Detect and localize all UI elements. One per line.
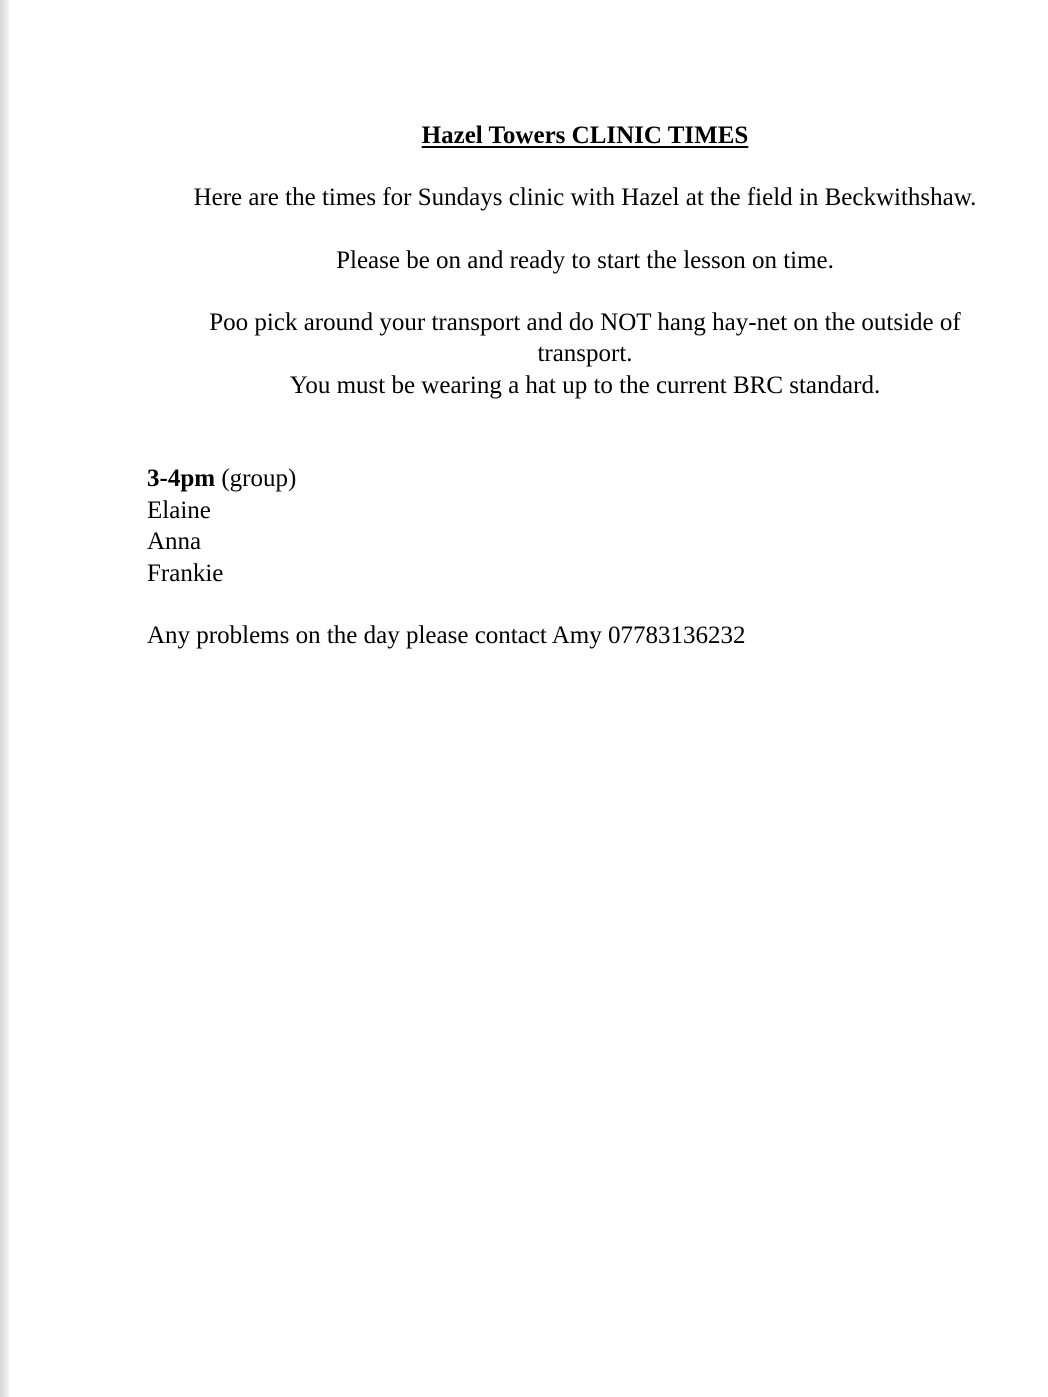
intro-text: Here are the times for Sundays clinic with Hazel at the field in Beckwithshaw. xyxy=(193,184,977,211)
document-title: Hazel Towers CLINIC TIMES xyxy=(421,122,749,149)
participant-item: Elaine xyxy=(147,497,211,524)
session-type: (group) xyxy=(215,465,297,492)
page-edge-shadow xyxy=(0,0,10,1397)
transport-notice-line1: Poo pick around your transport and do NOT hang hay-net on the outside of xyxy=(209,309,961,336)
participant-item: Frankie xyxy=(147,560,224,587)
hat-notice: You must be wearing a hat up to the current BRC standard. xyxy=(289,372,881,399)
ready-notice: Please be on and ready to start the lesson on time. xyxy=(336,247,834,274)
transport-notice-line2: transport. xyxy=(537,340,633,367)
document-page xyxy=(10,0,1048,1397)
session-time: 3-4pm xyxy=(147,465,216,492)
contact-line: Any problems on the day please contact Amy 07783136232 xyxy=(147,622,746,649)
participant-item: Anna xyxy=(147,528,202,555)
session-heading xyxy=(147,463,296,494)
